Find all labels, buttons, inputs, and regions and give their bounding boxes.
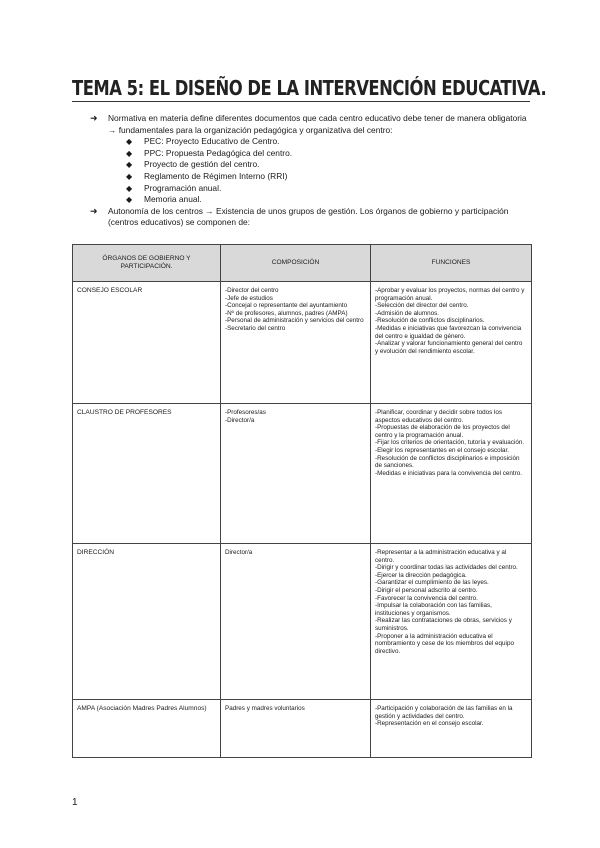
title-underline [72,101,530,102]
header-organs: ÓRGANOS DE GOBIERNO Y PARTICIPACIÓN. [73,245,221,282]
function-item: -Fijar los criterios de orientación, tutoría y evaluación. [375,439,525,447]
composition-item: -Nº de profesores, alumnos, padres (AMPA) [225,309,348,317]
function-item: -Favorecer la convivencia del centro. [375,594,478,602]
page-title: TEMA 5: EL DISEÑO DE LA INTERVENCIÓN EDUCATIVA. [72,76,547,100]
composition-cell [221,544,371,700]
bullet-text: Autonomía de los centros → Existencia de unos grupos de gestión. Los órganos de gobierno y participación (centros educativos) se componen de: [108,205,509,228]
function-item: -Representar a la administración educativa y al centro. [375,549,507,564]
organ-cell [73,282,221,404]
diamond-icon: ◆ [126,160,133,170]
table-row [73,404,532,544]
diamond-icon: ◆ [126,171,133,181]
functions-cell [371,282,532,404]
organ-name: AMPA (Asociación Madres Padres Alumnos) [77,705,207,712]
header-composition: COMPOSICIÓN [221,245,371,282]
function-item: -Admisión de alumnos. [375,309,440,317]
functions-cell [371,404,532,544]
function-item: -Realizar las contrataciones de obras, servicios y suministros. [375,617,512,632]
list-item: ◆ Proyecto de gestión del centro. [126,159,260,170]
arrow-icon: ➜ [90,113,98,123]
function-item: -Ejercer la dirección pedagógica. [375,571,467,579]
organ-cell [73,544,221,700]
list-item: ◆ Programación anual. [126,182,222,193]
function-item: -Medidas e iniciativas para la convivencia del centro. [375,469,523,477]
function-item: -Analizar y valorar funcionamiento general del centro y evolución del rendimiento escolar. [375,340,523,355]
function-item: -Resolución de conflictos disciplinarios e imposición de sanciones. [375,454,520,470]
composition-item: Padres y madres voluntarios [225,705,305,712]
composition-cell [221,282,371,404]
function-item: -Garantizar el cumplimiento de las leyes. [375,579,489,587]
diamond-icon: ◆ [126,137,133,147]
bullet-normativa [92,113,532,136]
function-item: -Proponer a la administración educativa el nombramiento y cese de los miembros del equipo directivo. [375,632,514,655]
document-list [92,136,532,206]
function-item: -Medidas e iniciativas que favorezcan la convivencia del centro e igualdad de género. [375,324,522,340]
composition-item: -Profesores/as [225,409,266,416]
table-row [73,700,532,758]
composition-item: Director/a [225,549,253,556]
list-item: ◆ PEC: Proyecto Educativo de Centro. [126,136,280,147]
diamond-icon: ◆ [126,195,133,205]
bullet-autonomia [92,206,532,229]
functions-cell [371,544,532,700]
function-item: -Representación en el consejo escolar. [375,720,484,728]
composition-item: -Jefe de estudios [225,294,273,302]
list-item: ◆ PPC: Propuesta Pedagógica del centro. [126,147,293,158]
function-item: -Planificar, coordinar y decidir sobre todos los aspectos educativos del centro. [375,409,503,424]
intro-bullets [92,113,532,229]
function-item: -Elegir los representantes en el consejo escolar. [375,446,510,454]
composition-item: -Director del centro [225,287,279,294]
composition-item: -Personal de administración y servicios del centro [225,317,364,325]
table-header-row [73,245,532,282]
list-item: ◆ Reglamento de Régimen Interno (RRI) [126,170,288,181]
organ-cell [73,700,221,758]
function-item: -Propuestas de elaboración de los proyectos del centro y la programación anual. [375,424,510,439]
organ-name: CLAUSTRO DE PROFESORES [77,409,172,416]
composition-item: -Secretario del centro [225,324,286,332]
table-row [73,282,532,404]
composition-item: -Director/a [225,416,255,424]
table-row [73,544,532,700]
function-item: -Dirigir el personal adscrito al centro. [375,586,478,594]
composition-cell [221,700,371,758]
bullet-text: Normativa en materia define diferentes documentos que cada centro educativo debe tener de manera obligatoria → fundamentales para la organización pedagógica y organizativa del centro: [108,113,527,135]
organ-name: DIRECCIÓN [77,549,114,556]
organ-name: CONSEJO ESCOLAR [77,287,143,294]
header-functions: FUNCIONES [371,245,532,282]
composition-cell [221,404,371,544]
page-number: 1 [72,797,78,808]
diamond-icon: ◆ [126,148,133,158]
organs-table [72,244,532,758]
organ-cell [73,404,221,544]
list-item: ◆ Memoria anual. [126,194,202,205]
function-item: -Selección del director del centro. [375,302,469,310]
functions-cell [371,700,532,758]
function-item: -Resolución de conflictos disciplinarios. [375,317,485,325]
function-item: -Dirigir y coordinar todas las actividades del centro. [375,564,518,572]
function-item: -Impulsar la colaboración con las familias, instituciones y organismos. [375,602,492,617]
function-item: -Aprobar y evaluar los proyectos, normas del centro y programación anual. [375,287,525,302]
composition-item: -Concejal o representante del ayuntamiento [225,302,348,310]
function-item: -Participación y colaboración de las familias en la gestión y actividades del centro. [375,705,513,720]
arrow-icon: ➜ [90,205,98,216]
diamond-icon: ◆ [126,183,133,193]
